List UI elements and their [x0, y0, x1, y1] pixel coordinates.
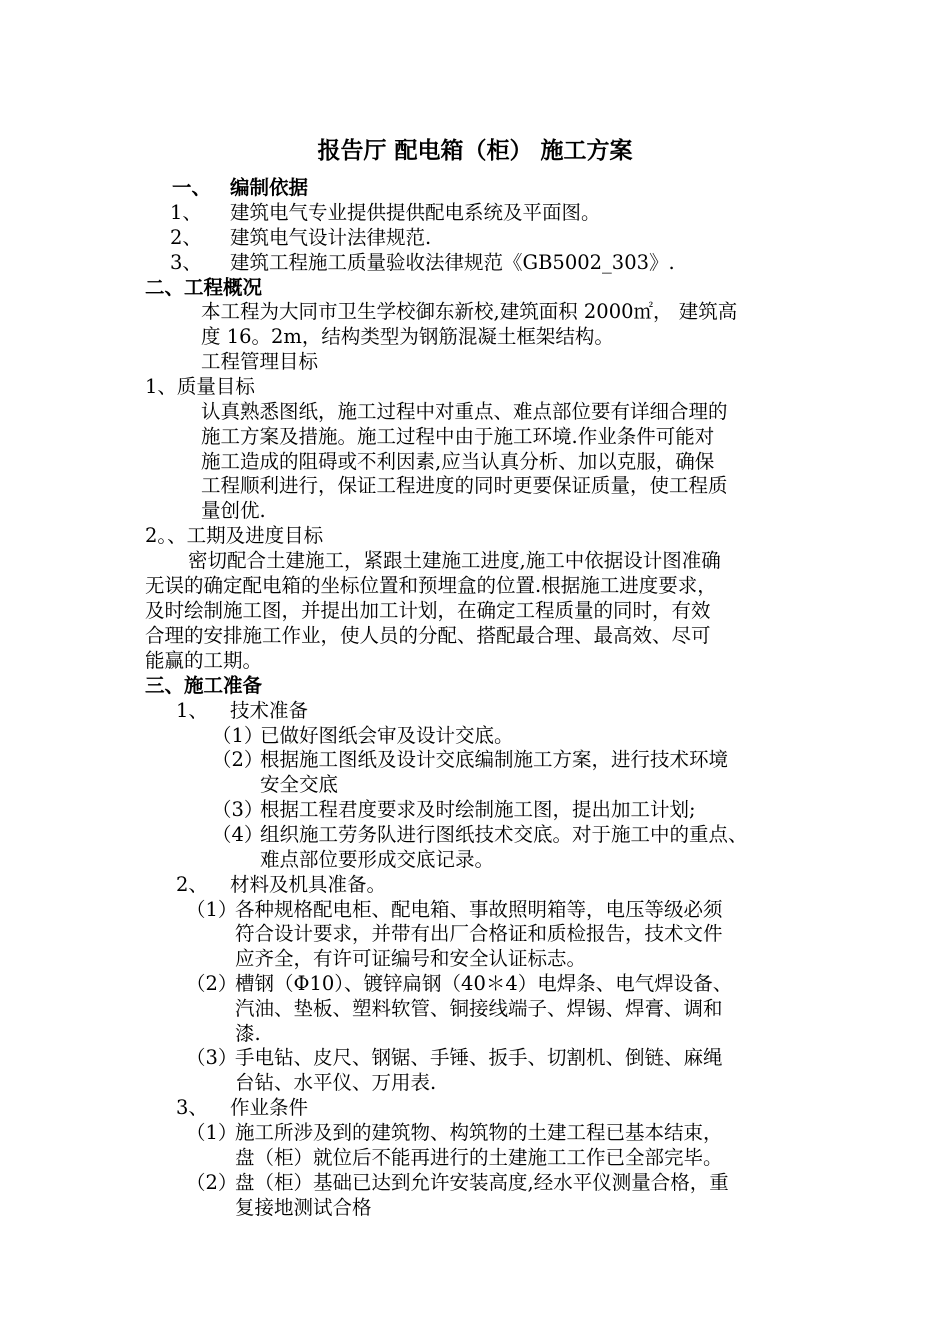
section-1-heading: 编制依据 — [230, 176, 309, 199]
schedule-goal-line: 及时绘制施工图，并提出加工计划，在确定工程质量的同时，有效 — [145, 599, 711, 622]
item-line: 台钻、水平仪、万用表. — [235, 1071, 437, 1094]
subsection-number: 3、 — [176, 1096, 208, 1119]
list-item-number: 1、 — [170, 201, 202, 224]
item-line: 根据施工图纸及设计交底编制施工方案，进行技术环境 — [260, 748, 729, 771]
item-number: （3） — [212, 798, 264, 821]
item-line: 符合设计要求，并带有出厂合格证和质检报告，技术文件 — [235, 922, 723, 945]
item-number: （1） — [186, 1121, 238, 1144]
item-line: 组织施工劳务队进行图纸技术交底。对于施工中的重点、 — [260, 823, 748, 846]
item-line: 应齐全，有许可证编号和安全认证标志。 — [235, 947, 587, 970]
subsection-title: 技术准备 — [230, 699, 309, 722]
item-line: 各种规格配电柜、配电箱、事故照明箱等，电压等级必须 — [235, 898, 723, 921]
item-number: （2） — [186, 1171, 238, 1194]
subsection-number: 2、 — [176, 873, 208, 896]
overview-line: 度 16。2m，结构类型为钢筋混凝土框架结构。 — [201, 325, 614, 348]
item-number: （2） — [186, 972, 238, 995]
item-number: （1） — [212, 724, 264, 747]
list-item-number: 2、 — [170, 226, 202, 249]
quality-goal-line: 施工造成的阻碍或不利因素,应当认真分析、加以克服，确保 — [201, 450, 715, 473]
item-line: 汽油、垫板、塑料软管、铜接线端子、焊锡、焊膏、调和 — [235, 997, 723, 1020]
item-line: 复接地测试合格 — [235, 1196, 372, 1219]
quality-goal-line: 认真熟悉图纸，施工过程中对重点、难点部位要有详细合理的 — [201, 400, 728, 423]
quality-goal-line: 工程顺利进行，保证工程进度的同时更要保证质量，使工程质 — [201, 474, 728, 497]
schedule-goal-line: 密切配合土建施工，紧跟土建施工进度,施工中依据设计图准确 — [188, 549, 721, 572]
management-goals-title: 工程管理目标 — [201, 350, 319, 373]
subsection-title: 材料及机具准备。 — [230, 873, 387, 896]
subsection-number: 1、 — [176, 699, 208, 722]
item-line: 已做好图纸会审及设计交底。 — [260, 724, 514, 747]
schedule-goal-line: 无误的确定配电箱的坐标位置和预埋盒的位置.根据施工进度要求， — [145, 574, 717, 597]
schedule-goal-title: 2。、工期及进度目标 — [145, 524, 324, 547]
section-1-number: 一、 — [172, 176, 212, 199]
item-line: 安全交底 — [260, 773, 339, 796]
item-number: （3） — [186, 1046, 238, 1069]
item-number: （2） — [212, 748, 264, 771]
section-2-heading: 二、工程概况 — [145, 276, 263, 299]
subsection-title: 作业条件 — [230, 1096, 309, 1119]
item-line: 槽钢（Φ10）、镀锌扁钢（40＊4）电焊条、电气焊设备、 — [235, 972, 733, 995]
overview-line: 本工程为大同市卫生学校御东新校,建筑面积 2000㎡， 建筑高 — [201, 300, 738, 323]
page-title: 报告厅 配电箱（柜） 施工方案 — [317, 137, 633, 164]
quality-goal-line: 施工方案及措施。施工过程中由于施工环境.作业条件可能对 — [201, 425, 715, 448]
item-line: 盘（柜）就位后不能再进行的土建施工工作已全部完毕。 — [235, 1146, 723, 1169]
item-number: （4） — [212, 823, 264, 846]
item-line: 手电钻、皮尺、钢锯、手锤、扳手、切割机、倒链、麻绳 — [235, 1046, 723, 1069]
item-number: （1） — [186, 898, 238, 921]
list-item-text: 建筑电气专业提供提供配电系统及平面图。 — [230, 201, 601, 224]
item-line: 施工所涉及到的建筑物、构筑物的土建工程已基本结束， — [235, 1121, 723, 1144]
list-item-number: 3、 — [170, 251, 202, 274]
quality-goal-line: 量创优. — [201, 499, 266, 522]
list-item-text: 建筑电气设计法律规范. — [230, 226, 432, 249]
schedule-goal-line: 能赢的工期。 — [145, 649, 263, 672]
item-line: 难点部位要形成交底记录。 — [260, 848, 495, 871]
item-line: 盘（柜）基础已达到允许安装高度,经水平仪测量合格，重 — [235, 1171, 729, 1194]
section-3-heading: 三、施工准备 — [145, 674, 263, 697]
quality-goal-title: 1、质量目标 — [145, 375, 255, 398]
schedule-goal-line: 合理的安排施工作业，使人员的分配、搭配最合理、最高效、尽可 — [145, 624, 711, 647]
item-line: 漆. — [235, 1022, 261, 1045]
list-item-text: 建筑工程施工质量验收法律规范《GB5002_303》. — [230, 251, 675, 274]
item-line: 根据工程君度要求及时绘制施工图，提出加工计划; — [260, 798, 696, 821]
